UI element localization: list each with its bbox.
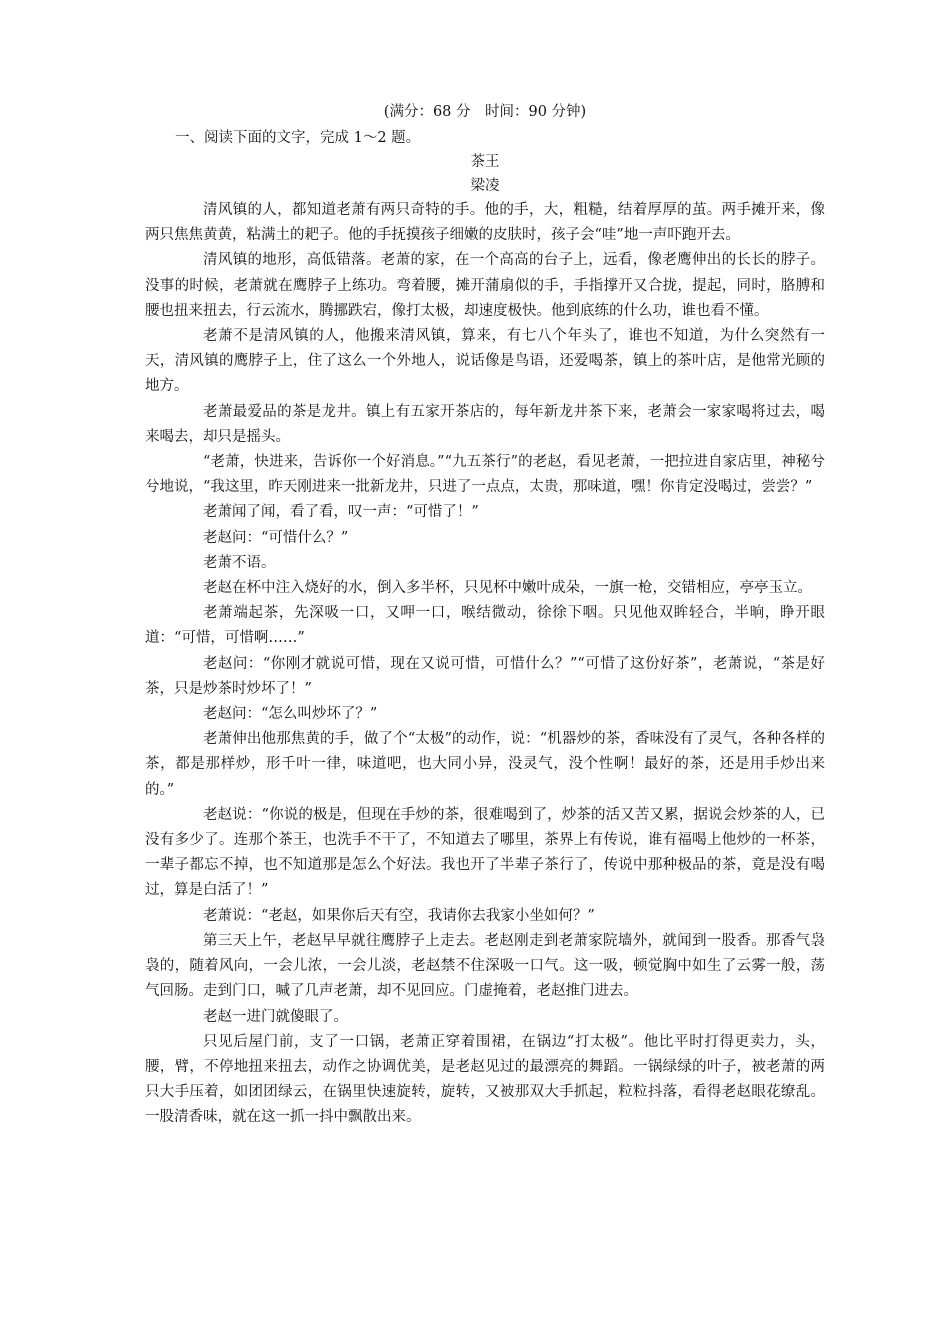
paragraph: 老赵问：“怎么叫炒坏了？”	[203, 706, 378, 723]
paragraph: 老萧不是清风镇的人，他搬来清风镇，算来，有七八个年头了，谁也不知道，为什么突然有一天，清风镇的鹰脖子上，住了这么一个外地人，说话像是鸟语，还爱喝茶，镇上的茶叶店，是他常光顾的地方。	[145, 328, 825, 395]
document-page	[145, 100, 825, 1131]
article-body	[145, 198, 825, 1131]
article-author: 梁凌	[470, 178, 500, 194]
paragraph: 只见后屋门前，支了一口锅，老萧正穿着围裙，在锅边“打太极”。他比平时打得更卖力，头，腰，臂，不停地扭来扭去，动作之协调优美，是老赵见过的最漂亮的舞蹈。一锅绿绿的叶子，被老萧的两只大手压着，如团团绿云，在锅里快速旋转，旋转，又被那双大手抓起，粒粒抖落，看得老赵眼花缭乱。一股清香味，就在这一抓一抖中飘散出来。	[145, 1033, 825, 1126]
paragraph: 第三天上午，老赵早早就往鹰脖子上走去。老赵刚走到老萧家院墙外，就闻到一股香。那香气袅袅的，随着风向，一会儿浓，一会儿淡，老赵禁不住深吸一口气。这一吸，顿觉胸中如生了云雾一般，荡气回肠。走到门口，喊了几声老萧，却不见回应。门虚掩着，老赵推门进去。	[145, 932, 825, 1000]
paragraph: 老赵在杯中注入烧好的水，倒入多半杯，只见杯中嫩叶成朵，一旗一枪，交错相应，亭亭玉立。	[203, 580, 812, 597]
paragraph: 老萧闻了闻，看了看，叹一声：“可惜了！”	[203, 504, 479, 521]
paragraph: 老萧最爱品的茶是龙井。镇上有五家开茶店的，每年新龙井茶下来，老萧会一家家喝将过去，喝来喝去，却只是摇头。	[145, 403, 825, 445]
article-title: 茶王	[470, 154, 500, 170]
paragraph: 清风镇的地形，高低错落。老萧的家，在一个高高的台子上，远看，像老鹰伸出的长长的脖子。没事的时候，老萧就在鹰脖子上练功。弯着腰，摊开蒲扇似的手，手指撑开又合拢，提起，同时，胳膊和腰也扭来扭去，行云流水，腾挪跌宕，像打太极，却速度极快。他到底练的什么功，谁也看不懂。	[145, 252, 825, 319]
section-heading: 一、阅读下面的文字，完成 1～2 题。	[175, 130, 421, 146]
paragraph: “老萧，快进来，告诉你一个好消息。”“九五茶行”的老赵，看见老萧，一把拉进自家店里，神秘兮兮地说，“我这里，昨天刚进来一批新龙井，只进了一点点，太贵，那味道，嘿！你肯定没喝过，尝尝？”	[145, 454, 825, 496]
paragraph: 老萧端起茶，先深吸一口，又呷一口，喉结微动，徐徐下咽。只见他双眸轻合，半晌，睁开眼道：“可惜，可惜啊……”	[145, 605, 825, 647]
exam-score-time: (满分：68 分 时间：90 分钟)	[383, 104, 587, 120]
paragraph: 清风镇的人，都知道老萧有两只奇特的手。他的手，大，粗糙，结着厚厚的茧。两手摊开来，像两只焦焦黄黄，粘满土的耙子。他的手抚摸孩子细嫩的皮肤时，孩子会“哇”地一声吓跑开去。	[145, 202, 825, 244]
paragraph: 老萧不语。	[203, 554, 276, 571]
paragraph: 老赵说：“你说的极是，但现在手炒的茶，很难喝到了，炒茶的活又苦又累，据说会炒茶的人，已没有多少了。连那个茶王，也洗手不干了，不知道去了哪里，茶界上有传说，谁有福喝上他炒的一杯茶，一辈子都忘不掉，也不知道那是怎么个好法。我也开了半辈子茶行了，传说中那种极品的茶，竟是没有喝过，算是白活了！”	[145, 806, 825, 899]
paragraph: 老赵一进门就傻眼了。	[203, 1008, 348, 1025]
paragraph: 老赵问：“你刚才就说可惜，现在又说可惜，可惜什么？”“可惜了这份好茶”，老萧说，“茶是好茶，只是炒茶时炒坏了！”	[145, 655, 825, 697]
paragraph: 老萧伸出他那焦黄的手，做了个“太极”的动作，说：“机器炒的茶，香味没有了灵气，各种各样的茶，都是那样炒，形千叶一律，味道吧，也大同小异，没灵气，没个性啊！最好的茶，还是用手炒出来的。”	[145, 731, 825, 798]
paragraph: 老赵问：“可惜什么？”	[203, 529, 349, 546]
paragraph: 老萧说：“老赵，如果你后天有空，我请你去我家小坐如何？”	[203, 907, 595, 924]
